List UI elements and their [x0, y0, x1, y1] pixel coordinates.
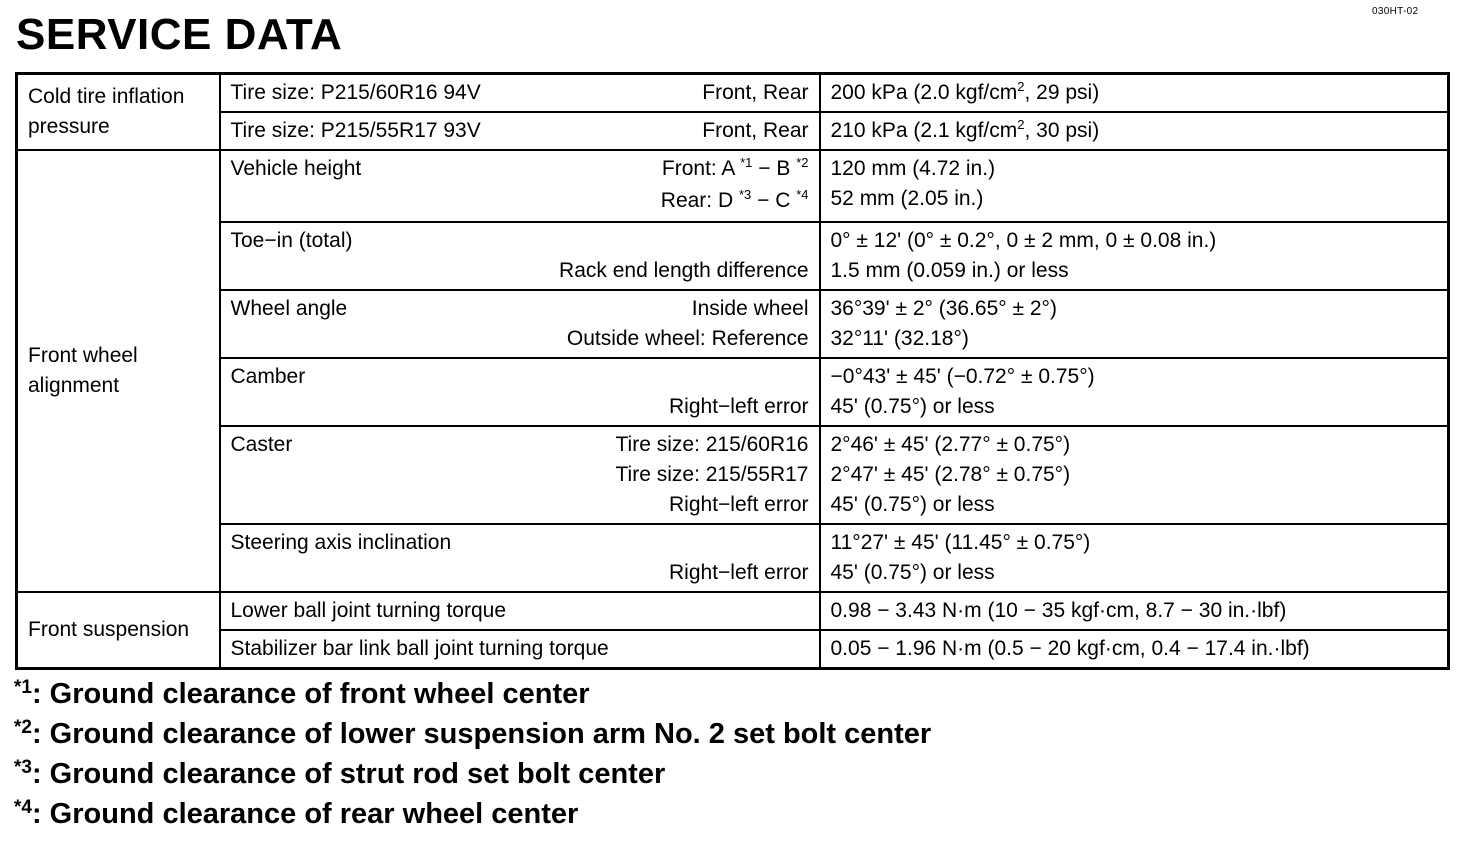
- spec-value-suffix: , 29 psi): [1024, 81, 1100, 104]
- table-row: [17, 112, 1449, 150]
- spec-value: 0° ± 12' (0° ± 0.2°, 0 ± 2 mm, 0 ± 0.08 in.): [830, 229, 1217, 252]
- spec-label-cell: [220, 150, 820, 222]
- footnote-text: : Ground clearance of rear wheel center: [31, 798, 579, 830]
- spec-condition: Front, Rear: [702, 119, 809, 142]
- spec-condition: Tire size: 215/60R16: [615, 433, 809, 456]
- footnote-mark: *4: [14, 797, 32, 818]
- table-row-steering-axis: [17, 524, 1449, 592]
- spec-label-cell: [220, 524, 820, 592]
- spec-value: 210 kPa (2.1 kgf/cm: [830, 119, 1018, 142]
- category-cell-front-suspension: [17, 592, 220, 669]
- footnote: [14, 714, 931, 754]
- table-row-caster: [17, 426, 1449, 524]
- footnotes: [14, 674, 931, 834]
- superscript: 2: [1017, 117, 1025, 132]
- spec-label: Camber: [230, 365, 306, 388]
- spec-value-cell: [820, 630, 1449, 669]
- spec-label: Toe−in (total): [230, 229, 353, 252]
- table-row-wheel-angle: [17, 290, 1449, 358]
- spec-label: Lower ball joint turning torque: [230, 599, 507, 622]
- table-row: [17, 74, 1449, 113]
- spec-condition: Inside wheel: [691, 297, 809, 320]
- footnote: [14, 674, 931, 714]
- spec-value: 1.5 mm (0.059 in.) or less: [830, 259, 1069, 282]
- spec-value: 2°46' ± 45' (2.77° ± 0.75°): [830, 433, 1071, 456]
- spec-value-cell: [820, 426, 1449, 524]
- category-label: Front suspension: [28, 618, 190, 641]
- spec-label-cell: [220, 112, 820, 150]
- footnote-mark: *2: [14, 717, 32, 738]
- page-title: SERVICE DATA: [16, 10, 343, 59]
- spec-value-cell: [820, 222, 1449, 290]
- spec-value-cell: [820, 112, 1449, 150]
- table-row-camber: [17, 358, 1449, 426]
- spec-label: Tire size: P215/60R16 94V: [230, 81, 481, 104]
- service-data-table: [15, 72, 1450, 670]
- spec-label-cell: [220, 74, 820, 113]
- front-measure-points: Front: A $^{*1}$ − B $^{*2}$: [661, 155, 809, 180]
- spec-condition: Right−left error: [669, 493, 809, 516]
- spec-condition: Right−left error: [669, 395, 809, 418]
- spec-value: 0.98 − 3.43 N·m (10 − 35 kgf·cm, 8.7 − 30 in.·lbf): [830, 599, 1287, 622]
- spec-label: Steering axis inclination: [230, 531, 452, 554]
- category-cell-tire-pressure: [17, 74, 220, 151]
- footnote: [14, 754, 931, 794]
- spec-label-cell: [220, 290, 820, 358]
- spec-value: 120 mm (4.72 in.): [830, 157, 996, 180]
- category-label: Front wheel alignment: [28, 344, 138, 397]
- category-cell-wheel-alignment: [17, 150, 220, 592]
- superscript: 2: [1017, 79, 1025, 94]
- table-row: [17, 630, 1449, 669]
- spec-label: Wheel angle: [230, 297, 348, 320]
- footnote-text: : Ground clearance of strut rod set bolt center: [31, 758, 666, 790]
- footnote-mark: *1: [14, 677, 32, 698]
- table-row-toe-in: [17, 222, 1449, 290]
- spec-label-cell: [220, 630, 820, 669]
- spec-condition: Right−left error: [669, 561, 809, 584]
- spec-value: 32°11' (32.18°): [830, 327, 969, 350]
- spec-condition: Rack end length difference: [559, 259, 809, 282]
- footnote: [14, 794, 931, 834]
- spec-value: 36°39' ± 2° (36.65° ± 2°): [830, 297, 1057, 320]
- footnote-text: : Ground clearance of lower suspension arm No. 2 set bolt center: [31, 718, 932, 750]
- spec-value: 11°27' ± 45' (11.45° ± 0.75°): [830, 531, 1091, 554]
- footnote-mark: *3: [14, 757, 32, 778]
- spec-label: Caster: [230, 433, 293, 456]
- spec-label-cell: [220, 592, 820, 630]
- table-row: [17, 592, 1449, 630]
- spec-label-cell: [220, 358, 820, 426]
- spec-value-cell: [820, 524, 1449, 592]
- spec-value: 0.05 − 1.96 N·m (0.5 − 20 kgf·cm, 0.4 − 17.4 in.·lbf): [830, 637, 1310, 660]
- spec-value: 52 mm (2.05 in.): [830, 187, 984, 210]
- spec-condition: Outside wheel: Reference: [566, 327, 809, 350]
- spec-value: 45' (0.75°) or less: [830, 493, 995, 516]
- spec-value-cell: [820, 74, 1449, 113]
- spec-label-cell: [220, 222, 820, 290]
- spec-value-cell: [820, 358, 1449, 426]
- spec-value-suffix: , 30 psi): [1024, 119, 1100, 142]
- spec-label-cell: [220, 426, 820, 524]
- spec-condition: Front, Rear: [702, 81, 809, 104]
- spec-value: 45' (0.75°) or less: [830, 395, 995, 418]
- rear-measure-points: Rear: D $^{*3}$ − C $^{*4}$: [660, 187, 809, 212]
- spec-value-cell: [820, 150, 1449, 222]
- spec-value-cell: [820, 290, 1449, 358]
- spec-label: Vehicle height: [230, 157, 362, 180]
- spec-label: Stabilizer bar link ball joint turning torque: [230, 637, 609, 660]
- table-row-vehicle-height: [17, 150, 1449, 222]
- footnote-text: : Ground clearance of front wheel center: [31, 678, 590, 710]
- spec-value: 2°47' ± 45' (2.78° ± 0.75°): [830, 463, 1071, 486]
- spec-value: −0°43' ± 45' (−0.72° ± 0.75°): [830, 365, 1095, 388]
- spec-value: 45' (0.75°) or less: [830, 561, 995, 584]
- spec-condition: Tire size: 215/55R17: [615, 463, 809, 486]
- spec-value: 200 kPa (2.0 kgf/cm: [830, 81, 1018, 104]
- spec-label: Tire size: P215/55R17 93V: [230, 119, 481, 142]
- document-code: 030HT-02: [1372, 6, 1419, 17]
- category-label: Cold tire inflation pressure: [28, 85, 185, 138]
- spec-value-cell: [820, 592, 1449, 630]
